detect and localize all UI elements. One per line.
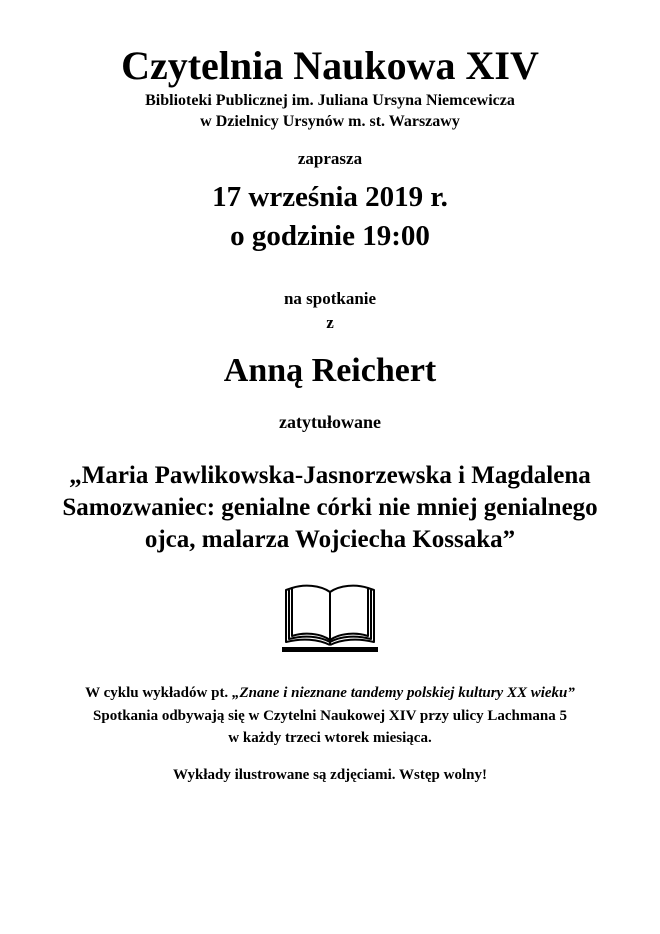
meeting-label: na spotkanie — [283, 289, 377, 308]
admission-note: Wykłady ilustrowane są zdjęciami. Wstęp wolny! — [173, 767, 487, 783]
series-name: „Znane i nieznane tandemy polskiej kultury XX wieku” — [231, 685, 575, 701]
location-line: Spotkania odbywają się w Czytelni Naukowej XIV przy ulicy Lachmana 5 — [93, 708, 567, 724]
library-name-line: Biblioteki Publicznej im. Juliana Ursyna Niemcewicza — [145, 92, 515, 109]
speaker-name: Anną Reichert — [223, 352, 437, 389]
lecture-title-line-3: ojca, malarza Wojciecha Kossaka” — [144, 526, 516, 553]
open-book-icon — [278, 578, 382, 656]
lecture-title-line-1: „Maria Pawlikowska-Jasnorzewska i Magdalena — [69, 462, 591, 489]
series-prefix: W cyklu wykładów pt. — [85, 685, 232, 701]
schedule-line: w każdy trzeci wtorek miesiąca. — [228, 730, 432, 746]
meeting-preposition: z — [326, 313, 334, 332]
lecture-series-line — [0, 684, 660, 702]
lecture-title-line-2: Samozwaniec: genialne córki nie mniej genialnego — [62, 494, 598, 521]
event-time: o godzinie 19:00 — [230, 220, 430, 252]
event-date: 17 września 2019 r. — [212, 181, 448, 213]
page-title: Czytelnia Naukowa XIV — [121, 43, 539, 88]
district-line: w Dzielnicy Ursynów m. st. Warszawy — [200, 113, 460, 130]
invites-text: zaprasza — [297, 149, 363, 168]
titled-label: zatytułowane — [279, 412, 381, 432]
